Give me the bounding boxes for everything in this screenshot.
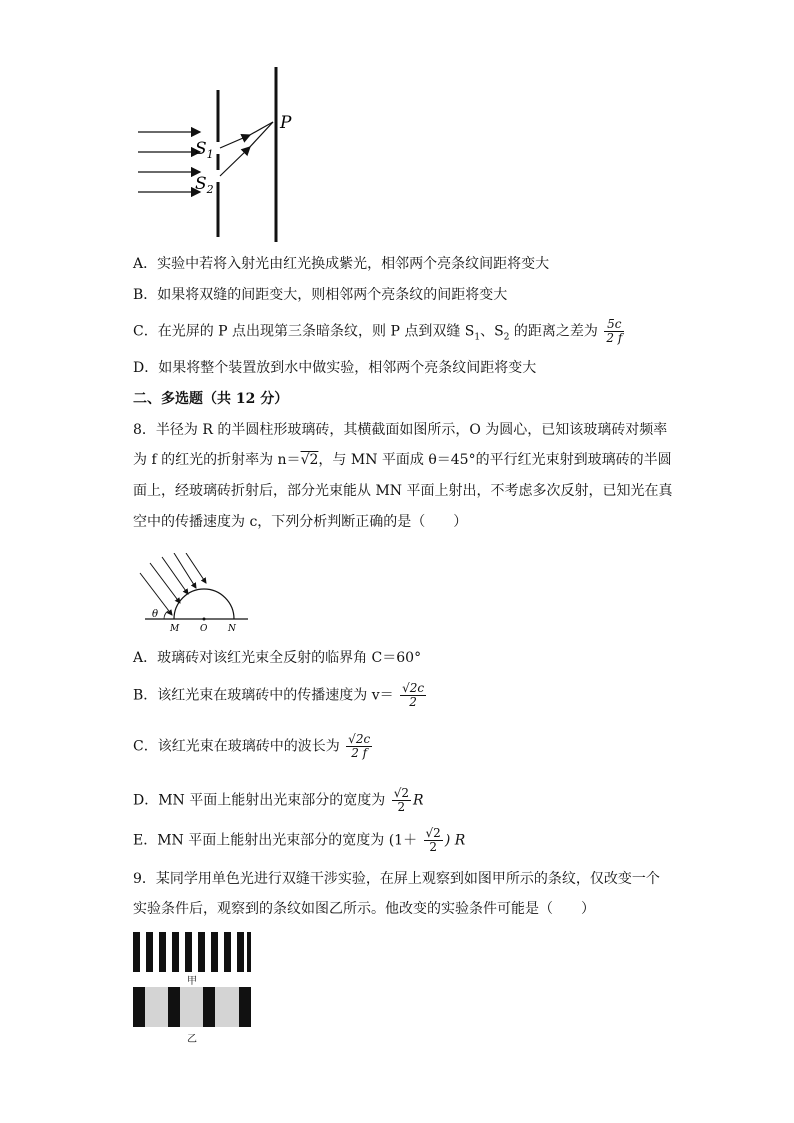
label-n: N — [228, 624, 236, 634]
q7-option-d: D．如果将整个装置放到水中做实验，相邻两个亮条纹间距将变大 — [133, 360, 537, 376]
ray-s2-p — [248, 122, 273, 149]
ray-s2-p — [220, 147, 250, 176]
q8-stem-line2: 为 f 的红光的折射率为 n＝√2，与 MN 平面成 θ＝45°的平行红光束射到玻璃砖的半圆 — [133, 452, 672, 468]
double-slit-figure — [130, 62, 310, 247]
label-jia: 甲 — [187, 976, 197, 987]
q7-option-c: C．在光屏的 P 点出现第三条暗条纹，则 P 点到双缝 $S_1$、$S_2$ 的距离之差为 $\frac{5c}{2 f}$ — [133, 317, 623, 345]
light-ray — [162, 557, 188, 594]
label-yi: 乙 — [187, 1034, 197, 1045]
center-point-o — [203, 618, 206, 621]
q9-stem-line2: 实验条件后，观察到的条纹如图乙所示。他改变的实验条件可能是（ ） — [133, 901, 595, 917]
q8-option-d: D．MN 平面上能射出光束部分的宽度为 $\frac{√2}{2}$ R — [133, 786, 424, 814]
label-s2: $S_2$ — [195, 174, 214, 196]
fringe-pattern-jia — [133, 932, 251, 972]
q7-option-a: A．实验中若将入射光由红光换成紫光，相邻两个亮条纹间距将变大 — [133, 256, 550, 272]
q8-option-e: E．MN 平面上能射出光束部分的宽度为 (1＋ $\frac{√2}{2}$ ) R — [133, 826, 466, 854]
label-m: M — [170, 624, 180, 634]
q7-option-b: B．如果将双缝的间距变大，则相邻两个亮条纹的间距将变大 — [133, 287, 508, 303]
light-ray — [186, 553, 206, 583]
light-ray — [174, 553, 196, 588]
label-theta: θ — [152, 609, 159, 620]
ray-s1-p — [248, 122, 273, 136]
q8-option-a: A．玻璃砖对该红光束全反射的临界角 C＝60° — [133, 650, 422, 666]
fringe-pattern-yi — [133, 987, 251, 1027]
label-p: P — [280, 113, 292, 133]
q9-stem-line1: 9．某同学用单色光进行双缝干涉实验，在屏上观察到如图甲所示的条纹，仅改变一个 — [133, 871, 660, 887]
q8-stem-line1: 8．半径为 R 的半圆柱形玻璃砖，其横截面如图所示，O 为圆心，已知该玻璃砖对频率 — [133, 422, 668, 438]
semicircle-glass-figure — [130, 553, 255, 635]
q8-stem-line4: 空中的传播速度为 c，下列分析判断正确的是（ ） — [133, 514, 468, 530]
semicircle — [174, 589, 234, 619]
q8-option-c: C．该红光束在玻璃砖中的波长为 $\frac{√2c}{2 f}$ — [133, 732, 371, 760]
ray-s1-p — [220, 135, 250, 148]
q8-option-b: B．该红光束在玻璃砖中的传播速度为 v＝ $\frac{√2c}{2}$ — [133, 681, 425, 709]
label-o: O — [200, 624, 208, 634]
label-s1: $S_1$ — [195, 139, 214, 161]
section-title: 二、多选题（共 12 分） — [133, 391, 289, 407]
q8-stem-line3: 面上，经玻璃砖折射后，部分光束能从 MN 平面上射出，不考虑多次反射，已知光在真 — [133, 483, 673, 499]
light-ray — [150, 563, 180, 603]
